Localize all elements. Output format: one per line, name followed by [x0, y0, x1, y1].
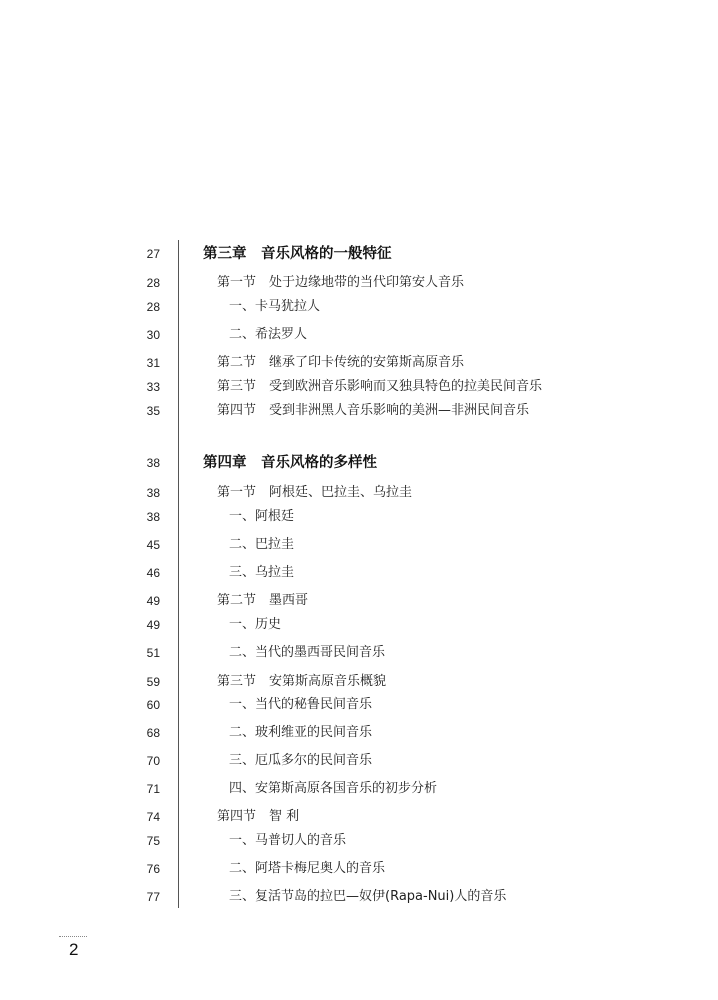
toc-page-number: 33 — [146, 380, 160, 394]
toc-entry-text: 一、历史 — [229, 617, 282, 632]
toc-entry-text: 第三节 受到欧洲音乐影响而又独具特色的拉美民间音乐 — [217, 379, 543, 394]
toc-entry-text: 三、厄瓜多尔的民间音乐 — [229, 753, 373, 768]
toc-item-row — [0, 614, 718, 636]
toc-item-row — [0, 324, 718, 346]
toc-page-number: 28 — [146, 276, 160, 290]
toc-item-row — [0, 296, 718, 318]
footer-rule — [59, 936, 87, 937]
toc-page-number: 77 — [146, 890, 160, 904]
toc-section-row — [0, 376, 718, 398]
toc-entry-text: 一、当代的秘鲁民间音乐 — [229, 697, 373, 712]
toc-entry-text: 二、玻利维亚的民间音乐 — [229, 725, 373, 740]
toc-entry-text: 第四章 音乐风格的多样性 — [203, 455, 377, 471]
toc-section-row — [0, 352, 718, 374]
toc-item-row — [0, 506, 718, 528]
toc-entry-text: 二、巴拉圭 — [229, 537, 295, 552]
toc-page-number: 27 — [146, 247, 160, 261]
page-number: 2 — [69, 940, 79, 959]
toc-page-number: 59 — [146, 675, 160, 689]
toc-page-number: 76 — [146, 862, 160, 876]
toc-chapter-row — [0, 452, 718, 474]
toc-page-number: 49 — [146, 594, 160, 608]
toc-item-row — [0, 858, 718, 880]
toc-entry-text: 第二节 继承了印卡传统的安第斯高原音乐 — [217, 355, 465, 370]
toc-section-row — [0, 806, 718, 828]
toc-item-row — [0, 642, 718, 664]
toc-page-number: 38 — [146, 456, 160, 470]
toc-entry-text: 第一节 处于边缘地带的当代印第安人音乐 — [217, 275, 465, 290]
toc-entry-text: 第四节 智 利 — [217, 809, 300, 824]
toc-entry-text: 第三章 音乐风格的一般特征 — [203, 246, 392, 262]
toc-item-row — [0, 750, 718, 772]
toc-item-row — [0, 534, 718, 556]
toc-entry-text: 第四节 受到非洲黑人音乐影响的美洲—非洲民间音乐 — [217, 403, 530, 418]
toc-page-number: 71 — [146, 782, 160, 796]
toc-page-number: 75 — [146, 834, 160, 848]
toc-section-row — [0, 482, 718, 504]
toc-chapter-row — [0, 243, 718, 265]
toc-item-row — [0, 694, 718, 716]
toc-page-number: 68 — [146, 726, 160, 740]
toc-page-number: 38 — [146, 486, 160, 500]
toc-item-row — [0, 830, 718, 852]
toc-entry-text: 一、卡马犹拉人 — [229, 299, 321, 314]
toc-section-row — [0, 400, 718, 422]
toc-page-number: 51 — [146, 646, 160, 660]
toc-page-number: 30 — [146, 328, 160, 342]
toc-entry-text: 二、希法罗人 — [229, 327, 308, 342]
toc-page-number: 45 — [146, 538, 160, 552]
toc-entry-text: 二、当代的墨西哥民间音乐 — [229, 645, 386, 660]
toc-entry-text: 一、马普切人的音乐 — [229, 833, 347, 848]
toc-page-number: 38 — [146, 510, 160, 524]
toc-section-row — [0, 590, 718, 612]
toc-entry-text: 四、安第斯高原各国音乐的初步分析 — [229, 781, 438, 796]
toc-page-number: 31 — [146, 356, 160, 370]
toc-section-row — [0, 272, 718, 294]
toc-item-row — [0, 886, 718, 908]
toc-entry-text: 第一节 阿根廷、巴拉圭、乌拉圭 — [217, 485, 413, 500]
toc-entry-text: 三、复活节岛的拉巴—奴伊(Rapa-Nui)人的音乐 — [229, 889, 507, 904]
toc-page-number: 46 — [146, 566, 160, 580]
toc-entry-text: 一、阿根廷 — [229, 509, 295, 524]
toc-entry-text: 第二节 墨西哥 — [217, 593, 309, 608]
toc-page-number: 60 — [146, 698, 160, 712]
toc-section-row — [0, 671, 718, 693]
toc-page-number: 49 — [146, 618, 160, 632]
toc-item-row — [0, 778, 718, 800]
toc-item-row — [0, 722, 718, 744]
toc-page-number: 35 — [146, 404, 160, 418]
toc-page-number: 70 — [146, 754, 160, 768]
toc-entry-text: 二、阿塔卡梅尼奥人的音乐 — [229, 861, 386, 876]
toc-item-row — [0, 562, 718, 584]
toc-entry-text: 三、乌拉圭 — [229, 565, 295, 580]
toc-page-number: 74 — [146, 810, 160, 824]
toc-page-number: 28 — [146, 300, 160, 314]
toc-entry-text: 第三节 安第斯高原音乐概貌 — [217, 674, 387, 689]
